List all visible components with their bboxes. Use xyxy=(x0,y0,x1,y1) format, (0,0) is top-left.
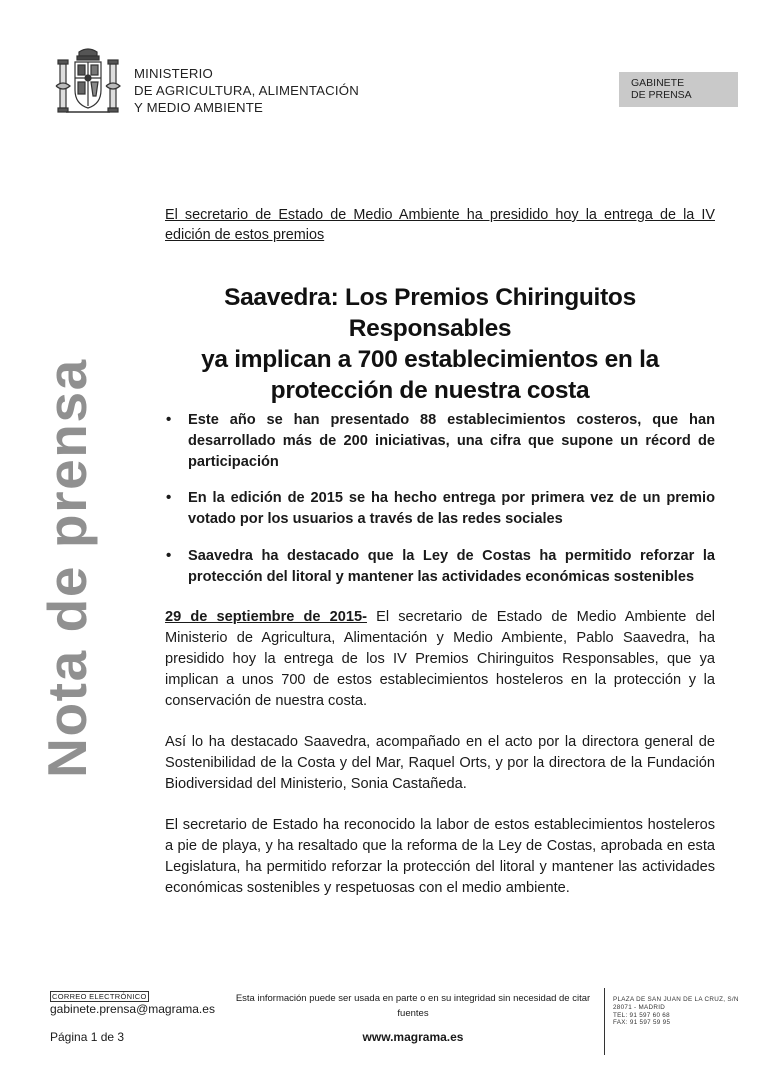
side-label-text: Nota de prensa xyxy=(36,358,98,778)
address-block xyxy=(613,996,739,1027)
email-label: CORREO ELECTRÓNICO xyxy=(52,992,147,1001)
address-line: PLAZA DE SAN JUAN DE LA CRUZ, S/N xyxy=(613,996,739,1003)
highlight-item: • Saavedra ha destacado que la Ley de Costas ha permitido reforzar la protección del litoral y mantener las actividades económicas sostenibles xyxy=(162,546,715,588)
press-office-line: GABINETE xyxy=(631,77,685,89)
usage-notice: Esta información puede ser usada en parte o en su integridad sin necesidad de citar fuentes xyxy=(235,993,591,1019)
dateline: 29 de septiembre de 2015- xyxy=(165,609,367,625)
press-office-box xyxy=(619,72,738,107)
ministry-line: MINISTERIO xyxy=(134,66,213,81)
headline-line: protección de nuestra costa xyxy=(270,377,590,404)
highlight-item: • En la edición de 2015 se ha hecho entrega por primera vez de un premio votado por los usuarios a través de las redes sociales xyxy=(162,488,715,530)
ministry-line: Y MEDIO AMBIENTE xyxy=(134,100,263,115)
paragraph: El secretario de Estado ha reconocido la labor de estos establecimientos hosteleros a pie de playa, y ha resaltado que la reforma de la Ley de Costas, aprobada en esta Legislatura, ha permitido reforzar la protección del litoral y mantener las actividades económicas sostenibles y respetuosas con el medio ambiente. xyxy=(165,817,715,896)
headline-line: ya implican a 700 establecimientos en la xyxy=(201,346,659,373)
highlights-list xyxy=(162,410,715,604)
side-label xyxy=(22,358,112,778)
press-office-line: DE PRENSA xyxy=(631,89,692,101)
kicker-subtitle: El secretario de Estado de Medio Ambiente ha presidido hoy la entrega de la IV edición de estos premios xyxy=(165,207,715,243)
address-line: TEL: 91 597 60 68 xyxy=(613,1011,670,1019)
paragraph xyxy=(165,607,715,712)
highlight-item: • Este año se han presentado 88 establecimientos costeros, que han desarrollado más de 200 iniciativas, una cifra que supone un récord de participación xyxy=(162,410,715,473)
page-number: Página 1 de 3 xyxy=(50,1030,125,1044)
article-body xyxy=(165,607,715,919)
footer-divider xyxy=(604,988,605,1055)
coat-of-arms-icon xyxy=(52,46,124,122)
headline-line: Saavedra: Los Premios Chiringuitos Responsables xyxy=(224,284,636,342)
headline xyxy=(140,282,720,406)
email-link[interactable]: gabinete.prensa@magrama.es xyxy=(50,1002,215,1016)
ministry-line: DE AGRICULTURA, ALIMENTACIÓN xyxy=(134,83,359,98)
paragraph-text: El secretario de Estado de Medio Ambiente del Ministerio de Agricultura, Alimentación y Medio Ambiente, Pablo Saavedra, ha presidido hoy la entrega de los IV Premios Chiringuitos Responsables, que ya implican a unos 700 de estos establecimientos hosteleros en la protección y la conservación de nuestra costa. xyxy=(165,609,715,709)
address-line: 28071 - MADRID xyxy=(613,1003,666,1011)
paragraph: Así lo ha destacado Saavedra, acompañado en el acto por la directora general de Sostenibilidad de la Costa y del Mar, Raquel Orts, y por la directora de la Fundación Biodiversidad del Ministerio, Sonia Castañeda. xyxy=(165,734,715,792)
ministry-name xyxy=(134,65,359,116)
website-link[interactable]: www.magrama.es xyxy=(362,1030,464,1044)
address-line: FAX: 91 597 59 95 xyxy=(613,1019,671,1027)
